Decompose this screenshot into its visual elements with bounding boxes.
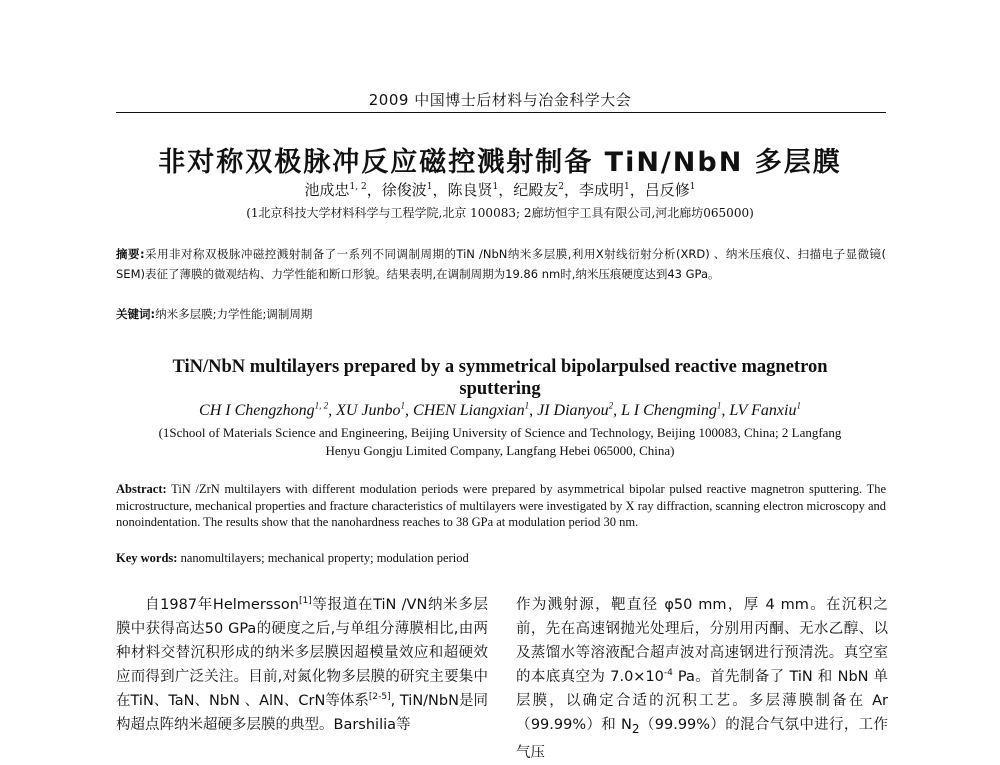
cn-keywords-text: 纳米多层膜;力学性能;调制周期 (155, 307, 313, 321)
header-rule (116, 112, 886, 113)
author-affiliation-mark: 1 (524, 400, 530, 411)
author-affiliation-mark: 2 (558, 182, 564, 192)
body-right-text-2: Pa。首先制备了 TiN 和 NbN 单层膜，以确定合适的沉积工艺。多层薄膜制备在 Ar（99.99%）和 N (516, 669, 888, 733)
author-affiliation-mark: 1 (796, 400, 801, 411)
author-affiliation-mark: 2 (608, 400, 614, 411)
en-abstract (116, 481, 886, 531)
cn-affiliation: (1北京科技大学材料科学与工程学院,北京 100083; 2廊坊恒宇工具有限公司,河北廊坊065000) (246, 206, 754, 220)
author-name: CH I Chengzhong (199, 402, 315, 419)
author-affiliation-mark: 1, 2 (314, 400, 329, 411)
en-keywords (116, 550, 886, 567)
en-keywords-label: Key words: (116, 551, 178, 565)
author-affiliation-mark: 1 (716, 400, 722, 411)
citation-ref: [1] (298, 596, 312, 607)
author-name: L I Chengming (621, 402, 717, 419)
body-left-paragraph (116, 593, 488, 737)
body-left-text-1: 自1987年Helmersson (145, 597, 299, 613)
en-affiliation: (1School of Materials Science and Engineering, Beijing University of Science and Technology, Beijing 100083, China; 2 Langfang Henyu Gongju Limited Company, Langfang Hebei 065000, China) (158, 425, 842, 458)
author-affiliation-mark: 1 (492, 182, 499, 192)
author-name: 徐俊波 (381, 181, 427, 199)
author-name: 李成明 (579, 181, 625, 199)
body-left-text-2: 等报道在TiN /VN纳米多层膜中获得高达50 GPa的硬度之后,与单组分薄膜相比,由两种材料交替沉积形成的纳米多层膜因超模量效应和超硬效应而得到广泛关注。目前,对氮化物多层膜的研究主要集中在TiN、TaN、NbN 、AlN、CrN等体系 (116, 597, 489, 709)
cn-abstract-text: 采用非对称双极脉冲磁控溅射制备了一系列不同调制周期的TiN /NbN纳米多层膜,利用X射线衍射分析(XRD) 、纳米压痕仪、扫描电子显微镜( SEM)表征了薄膜的微观结构、力学性能和断口形貌。结果表明,在调制周期为19.86 nm时,纳米压痕硬度达到43 GPa。 (116, 247, 886, 281)
body-left-column (116, 593, 488, 737)
author-name: 陈良贤 (447, 181, 493, 199)
author-name: 纪殿友 (513, 181, 559, 199)
cn-abstract-label: 摘要: (116, 247, 145, 261)
author-affiliation-mark: 1 (426, 182, 433, 192)
en-authors: CH I Chengzhong$^{1, 2}$, XU Junbo$^1$, CHEN Liangxian$^1$, JI Dianyou$^2$, L I Chengming$^1$, LV Fanxiu$^1$ (199, 400, 801, 419)
en-keywords-text: nanomultilayers; mechanical property; modulation period (180, 551, 469, 565)
subscript: 2 (631, 721, 640, 736)
author-name: LV Fanxiu (729, 402, 797, 419)
author-affiliation-mark: 1, 2 (349, 182, 367, 192)
body-right-paragraph (516, 593, 888, 765)
cn-authors: 池成忠$^{1, 2}$，徐俊波$^1$，陈良贤$^1$，纪殿友$^2$，李成明$^1$，吕反修$^1$ (304, 181, 696, 199)
body-right-text-1: 作为溅射源，靶直径 φ50 mm，厚 4 mm。在沉积之前，先在高速钢抛光处理后，分别用丙酮、无水乙醇、以及蒸馏水等溶液配合超声波对高速钢进行预清洗。真空室的本底真空为 7.0×10 (516, 597, 888, 685)
running-header: 2009 中国博士后材料与冶金科学大会 (368, 91, 632, 109)
cn-title: 非对称双极脉冲反应磁控溅射制备 TiN/NbN 多层膜 (158, 147, 842, 178)
body-right-text-3: （99.99%）的混合气氛中进行，工作气压 (516, 717, 888, 761)
citation-ref: [2-5] (368, 692, 391, 703)
body-left-text-3: , TiN/NbN是同构超点阵纳米超硬多层膜的典型。Barshilia等 (116, 693, 488, 733)
cn-keywords-label: 关键词: (116, 307, 156, 321)
author-affiliation-mark: 1 (400, 400, 406, 411)
author-name: 吕反修 (644, 181, 690, 199)
author-affiliation-mark: 1 (624, 182, 630, 192)
author-affiliation-mark: 1 (689, 182, 696, 192)
en-abstract-label: Abstract: (116, 482, 167, 496)
author-name: JI Dianyou (537, 402, 609, 419)
body-right-column (516, 593, 888, 765)
en-abstract-text: TiN /ZrN multilayers with different modulation periods were prepared by asymmetrical bipolar pulsed reactive magnetron sputtering. The microstructure, mechanical properties and fracture characteristics of multilayers were investigated by X ray diffraction, scanning electron microscopy and nonoindentation. The results show that the nanohardness reaches to 38 GPa at modulation period 30 nm. (116, 482, 886, 529)
author-name: CHEN Liangxian (413, 402, 525, 419)
cn-abstract (116, 244, 886, 284)
exponent: -4 (663, 668, 673, 679)
author-name: XU Junbo (336, 402, 401, 419)
author-name: 池成忠 (304, 181, 350, 199)
en-title: TiN/NbN multilayers prepared by a symmetrical bipolarpulsed reactive magnetron sputtering (172, 357, 828, 399)
cn-keywords (116, 304, 886, 324)
